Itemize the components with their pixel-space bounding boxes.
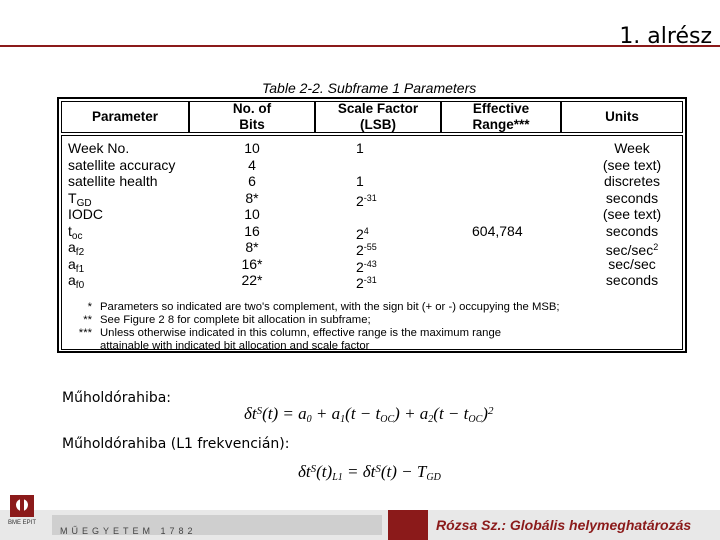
footer-accent-block: [388, 510, 428, 540]
header-units: Units: [561, 101, 683, 133]
table-cell: [472, 239, 523, 256]
table-caption: Table 2-2. Subframe 1 Parameters: [262, 80, 477, 96]
parameters-table: [57, 97, 687, 353]
satellite-clock-error-l1-label: Műholdórahiba (L1 frekvencián):: [62, 436, 290, 452]
table-cell: [472, 256, 523, 273]
bits-column: [222, 140, 282, 289]
clock-error-l1-formula: $\delta t^S(t)_{L1} = \delta t^S(t) - T_{GD}$: [298, 462, 441, 483]
footnote: attainable with indicated bit allocation and scale factor: [100, 340, 370, 352]
parameter-column: [68, 140, 175, 289]
table-cell: IODC: [68, 206, 103, 222]
header-parameter: Parameter: [61, 101, 189, 133]
header-bits: No. of Bits: [189, 101, 315, 133]
table-cell: $t_{oc}$: [68, 222, 83, 242]
table-cell: $T_{GD}$: [68, 189, 92, 209]
table-body: [61, 135, 683, 350]
table-cell: (see text): [602, 206, 662, 222]
scale-column: [356, 140, 377, 289]
satellite-clock-error-label: Műholdórahiba:: [62, 390, 172, 406]
table-cell: $a_{f0}$: [68, 272, 85, 291]
footer-author-title: Rózsa Sz.: Globális helymeghatározás: [436, 517, 692, 533]
table-cell: 604,784: [472, 222, 523, 239]
table-cell: [472, 140, 523, 157]
table-cell: (see text): [602, 156, 662, 173]
table-cell: 10: [244, 140, 260, 156]
units-column: [582, 140, 682, 289]
table-cell: [472, 272, 523, 289]
table-cell: 10: [244, 206, 260, 222]
table-cell: $a_{f2}$: [68, 239, 85, 258]
range-column: [472, 140, 523, 289]
footnote: ** See Figure 2 8 for complete bit allocation in subframe;: [83, 314, 371, 326]
table-cell: 16*: [241, 255, 263, 272]
footnote: * Parameters so indicated are two's complement, with the sign bit (+ or -) occupying the MSB;: [87, 301, 560, 313]
table-cell: discretes: [603, 173, 661, 189]
table-cell: $\sec/\sec^2$: [605, 242, 659, 258]
table-cell: 1: [356, 140, 364, 156]
table-cell: $2^4$: [356, 225, 369, 242]
table-cell: Week No.: [68, 140, 130, 156]
table-cell: $2^{-31}$: [356, 192, 377, 209]
table-cell: 6: [248, 173, 256, 189]
clock-error-formula: $\delta t^S(t) = a_0 + a_1(t - t_{OC}) + a_2(t - t_{OC})^2$: [244, 404, 494, 425]
table-cell: [472, 206, 523, 223]
table-cell: 22*: [241, 272, 263, 288]
table-cell: seconds: [605, 189, 659, 206]
table-cell: [472, 157, 523, 174]
title-divider: [0, 45, 720, 47]
table-cell: 16: [244, 222, 260, 239]
table-cell: 8*: [245, 239, 259, 255]
table-cell: $a_{f1}$: [68, 255, 85, 275]
table-cell: seconds: [605, 272, 659, 288]
slide-title: 1. alrész: [619, 24, 712, 49]
table-cell: 4: [248, 156, 256, 173]
table-cell: 8*: [245, 189, 259, 206]
table-cell: [472, 190, 523, 207]
table-cell: satellite accuracy: [68, 156, 176, 173]
table-cell: [472, 173, 523, 190]
table-cell: satellite health: [68, 173, 158, 189]
table-cell: $2^{-43}$: [356, 258, 377, 275]
table-cell: sec/sec: [608, 255, 656, 272]
svg-text:BME EPIT: BME EPIT: [7, 520, 37, 526]
table-cell: [356, 157, 377, 174]
footnote: *** Unless otherwise indicated in this column, effective range is the maximum range: [78, 327, 502, 339]
table-cell: seconds: [605, 222, 659, 239]
header-scale: Scale Factor (LSB): [315, 101, 441, 133]
table-footnotes: [66, 301, 560, 353]
university-name: MŰEGYETEM 1782: [60, 526, 197, 536]
university-logo-icon: [6, 492, 38, 526]
table-cell: $2^{-55}$: [356, 242, 377, 258]
header-range: Effective Range***: [441, 101, 561, 133]
table-cell: 1: [356, 173, 364, 189]
table-cell: $2^{-31}$: [356, 275, 377, 291]
table-cell: Week: [614, 140, 650, 156]
